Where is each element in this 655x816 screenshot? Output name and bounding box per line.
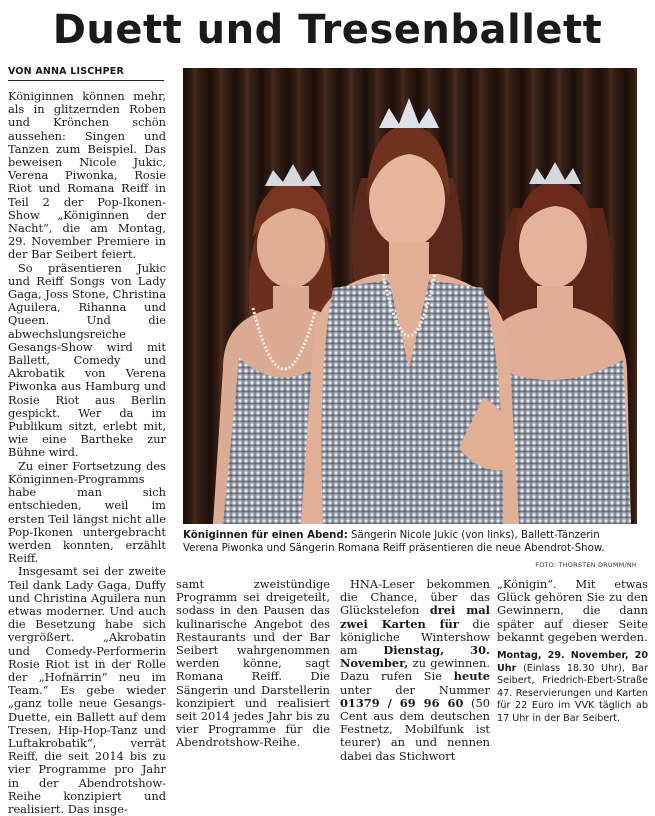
article-column-4	[497, 578, 648, 726]
bold-run: Dienstag, 30. November,	[340, 643, 490, 671]
paragraph-2: So präsentieren Jukic und Reiff Songs von Lady Gaga, Joss Stone, Christina Aguilera, Rihanna und Queen. Und die abwechslungsreiche Gesangs-Show wird mit Ballett, Comedy und Akrobatik von Verena Piwonka aus Hamburg und Rosie Riot aus Berlin gespickt. Wer da im Publikum sitzt, erlebt mit, wie eine Bartheke zur Bühne wird.	[8, 260, 166, 460]
text-run: zu gewinnen. Dazu rufen Sie	[340, 656, 490, 684]
photo-caption	[183, 529, 637, 555]
headline: Duett und Tresenballett	[52, 7, 603, 53]
article-column-2	[176, 578, 330, 750]
bold-run: heute	[453, 669, 490, 684]
photo	[183, 68, 637, 524]
column-2-text: samt zweistündige Programm sei dreigeteilt, sodass in den Pausen das kulinarische Angebot des Restaurants und der Bar Seibert wahrgenommen werden könne, sagt Romana Reiff. Die Sängerin und Darstellerin konzipiert und realisiert seit 2014 jedes Jahr bis zu vier Programme für die Abendrotshow-Reihe.	[176, 577, 330, 750]
photo-illustration	[183, 68, 637, 524]
article-column-1	[8, 90, 166, 816]
phone-number: 01379 / 69 96 60	[340, 695, 464, 710]
event-date: Montag, 29. November, 20 Uhr	[497, 650, 648, 674]
caption-lead: Königinnen für einen Abend:	[183, 530, 348, 541]
photo-credit: FOTO: THORSTEN DRUMM/NH	[535, 561, 637, 569]
text-run: die königliche Wintershow am	[340, 616, 490, 658]
paragraph-1: Königinnen können mehr, als in glitzernden Roben und Krönchen schön aussehen: Singen und Tanzen zum Beispiel. Das beweisen Nicole Jukic, Verena Piwonka, Rosie Riot und Romana Reiff in Teil 2 der Pop-Ikonen-Show „Königinnen der Nacht“, die am Montag, 29. November Premiere in der Bar Seibert feiert.	[8, 89, 166, 262]
text-run: (50 Cent aus dem deutschen Festnetz, Mobilfunk ist teurer) an und nennen dabei das Stichwort	[340, 695, 490, 763]
text-run: unter der Nummer	[340, 682, 490, 697]
article-column-3	[340, 578, 490, 763]
byline: VON ANNA LISCHPER	[8, 66, 164, 81]
text-run: HNA-Leser bekommen die Chance, über das Glückstelefon	[340, 577, 490, 618]
column-3-text	[340, 578, 490, 763]
column-4-text: „Königin“. Mit etwas Glück gehören Sie zu den Gewinnern, die dann später auf dieser Seite bekannt gegeben werden.	[497, 577, 648, 644]
caption-text: Sängerin Nicole Jukic (von links), Ballett-Tänzerin Verena Piwonka und Sängerin Romana Reiff präsentieren die neue Abendrot-Show.	[183, 530, 605, 554]
event-info	[497, 650, 648, 726]
bold-run: drei mal zwei Karten für	[340, 603, 490, 631]
event-details: (Einlass 18.30 Uhr), Bar Seibert, Friedrich-Ebert-Straße 47. Reservierungen und Karten für 22 Euro im VVK täglich ab 17 Uhr in der Bar Seibert.	[497, 662, 648, 724]
paragraph-4: Insgesamt sei der zweite Teil dank Lady Gaga, Duffy und Christina Aguilera nun etwas moderner. Und auch die Besetzung habe sich vergrößert. „Akrobatin und Comedy-Performerin Rosie Riot ist in der Rolle der „Hofnärrin“ neu im Team.“ Es gebe wieder „ganz tolle neue Gesangs-Duette, ein Ballett auf dem Tresen, Hip-Hop-Tanz und Luftakrobatik“, verrät Reiff, die seit 2014 bis zu vier Programme pro Jahr in der Abendrotshow-Reihe konzipiert und realisiert. Das insge-	[8, 564, 166, 816]
paragraph-3: Zu einer Fortsetzung des Königinnen-Programms habe man sich entschieden, weil im ersten Teil längst nicht alle Pop-Ikonen untergebracht werden konnten, erzählt Reiff.	[8, 458, 166, 566]
